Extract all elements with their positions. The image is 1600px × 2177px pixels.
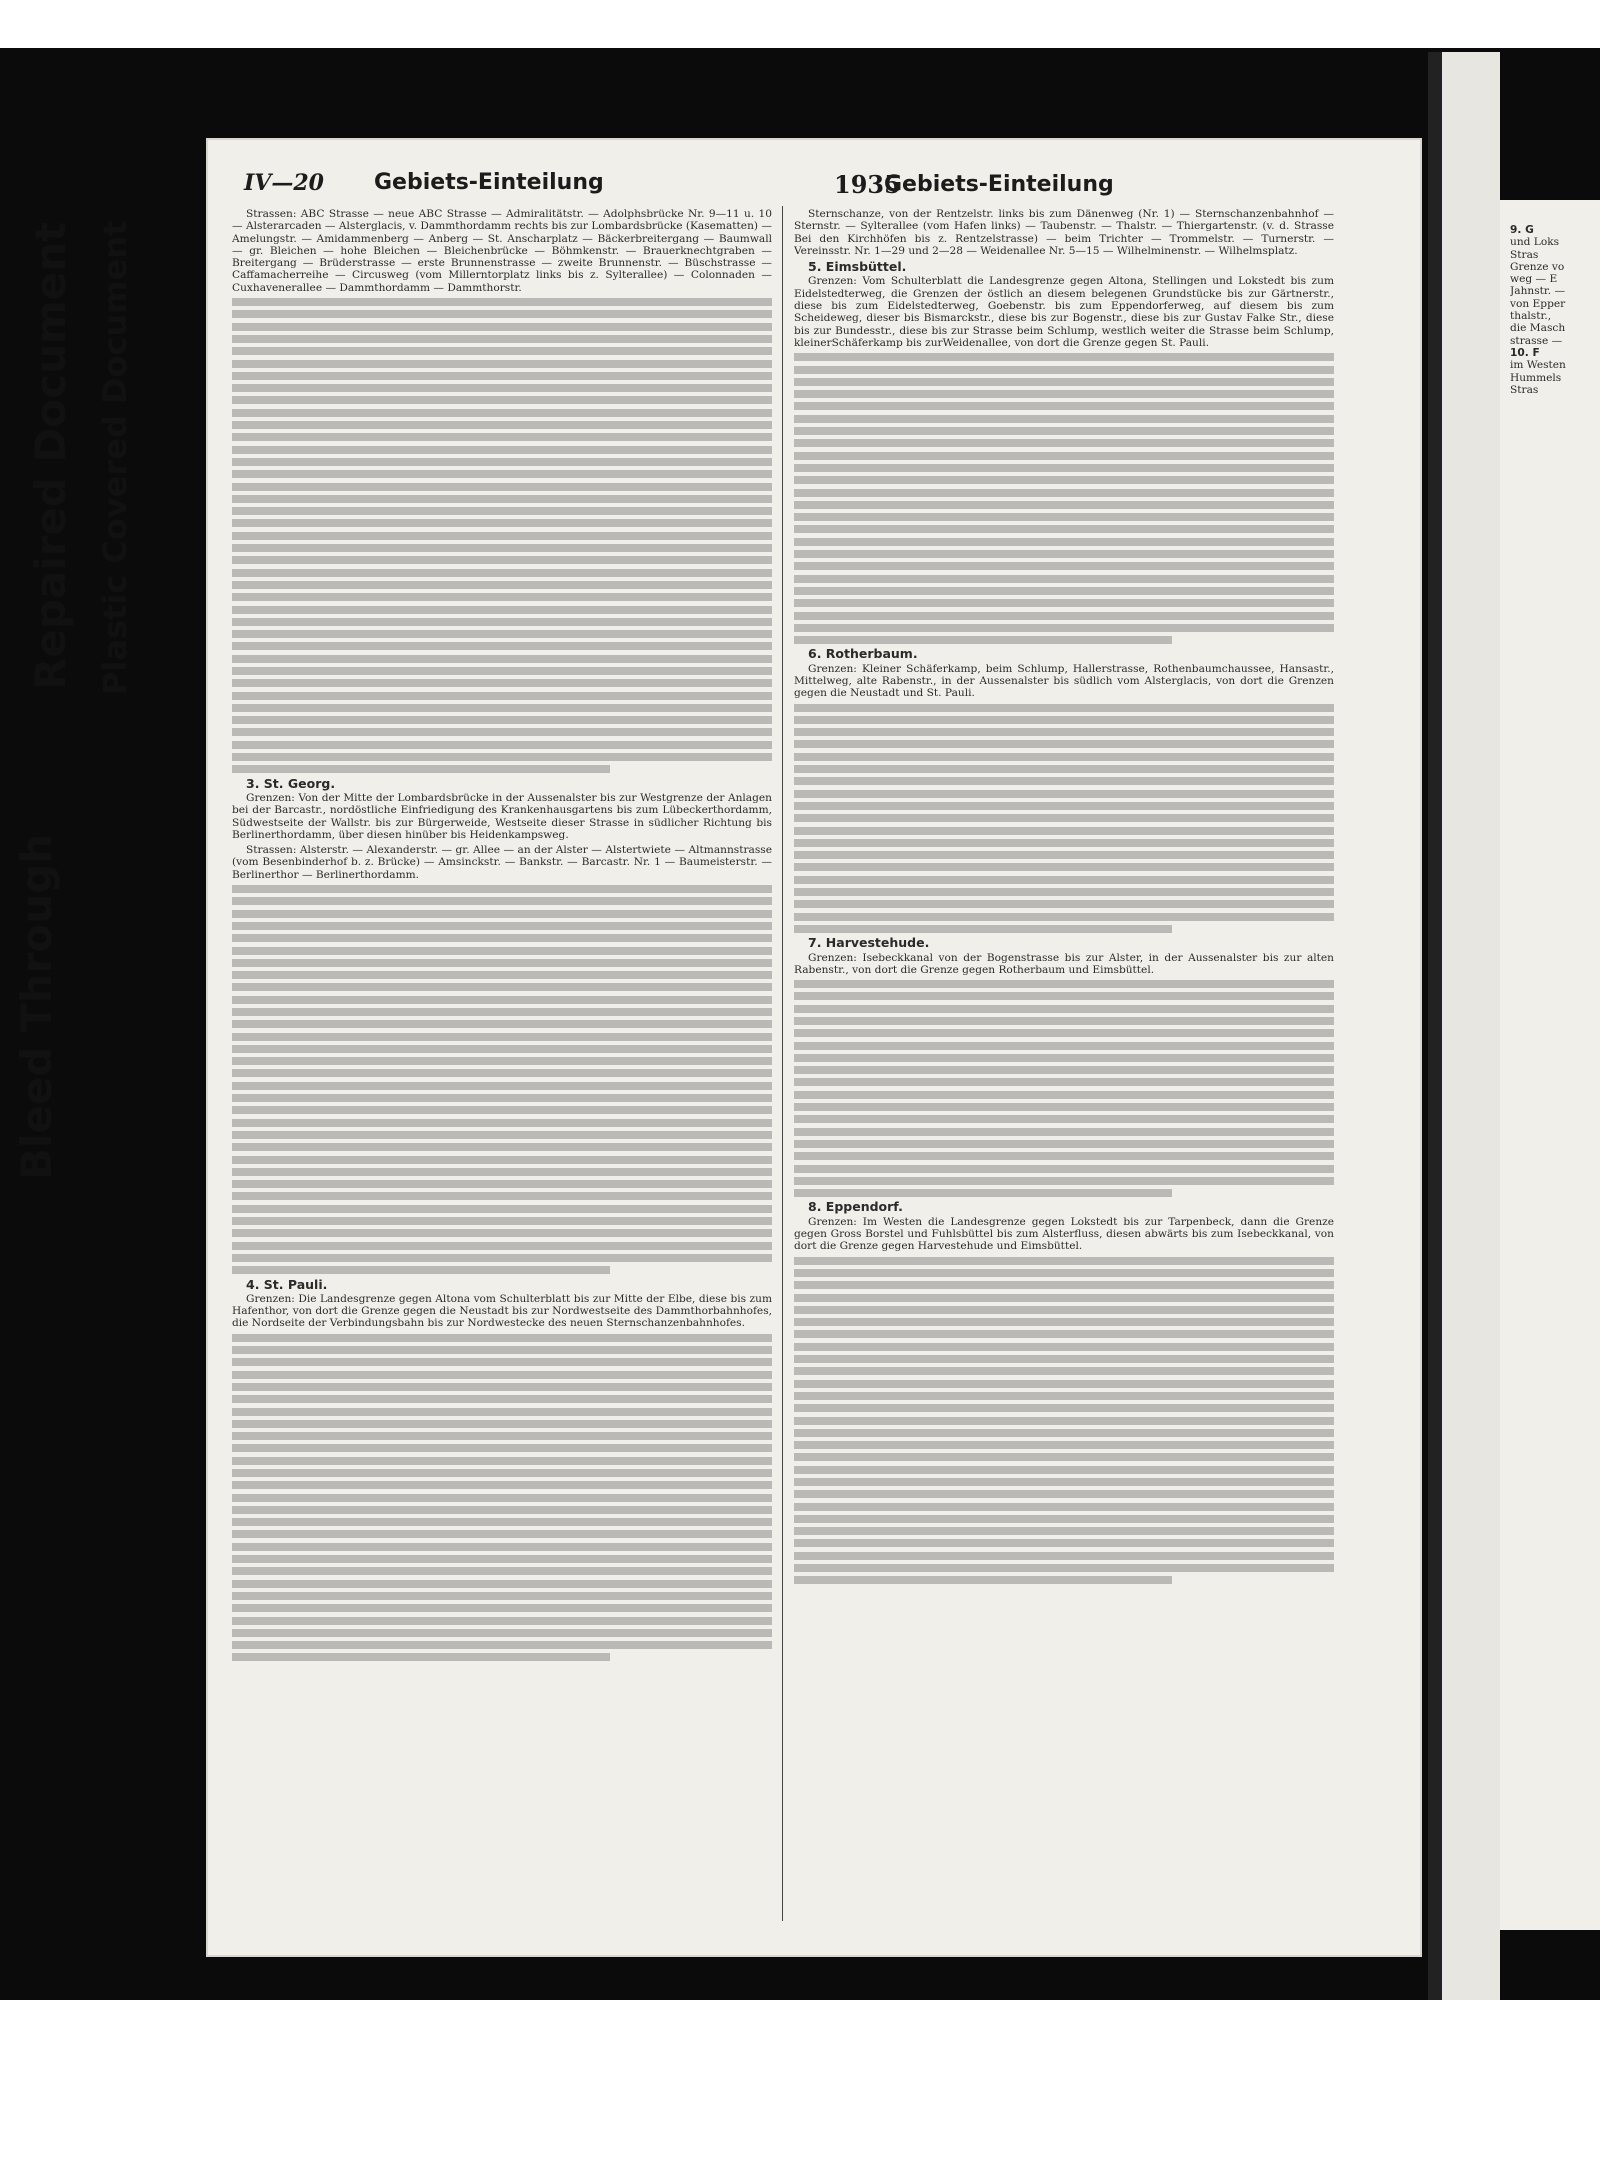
section-heading bbox=[794, 1201, 1334, 1213]
facing-line: und Loks bbox=[1510, 236, 1560, 249]
illegible-text-block bbox=[232, 298, 772, 773]
label-repaired-document: Repaired Document bbox=[26, 221, 75, 690]
illegible-text-block bbox=[794, 704, 1334, 933]
facing-line: weg — E bbox=[1510, 273, 1558, 286]
section-heading-text: 7. Harvestehude. bbox=[808, 935, 930, 951]
column-divider bbox=[782, 206, 783, 1921]
facing-page-text bbox=[1510, 224, 1600, 1904]
facing-line: strasse — bbox=[1510, 334, 1563, 347]
page-header bbox=[244, 170, 1394, 200]
document-page bbox=[208, 140, 1420, 1955]
facing-line: Grenze vo bbox=[1510, 260, 1565, 273]
paragraph: Sternschanze, von der Rentzelstr. links bis zum Dänenweg (Nr. 1) — Sternschanzenbahnhof — Sternstr. — Sylterallee (vom Hafen links) — Taubenstr. — Thalstr. — Thiergartenstr. (v. d. Strasse Bei den Kirchhöfen bis z. Rentzelstrasse) — beim Trichter — Trommelstr. — Turnerstr. — Vereinsstr. Nr. 1—29 und 2—28 — Weidenallee Nr. 5—15 — Wilhelminenstr. — Wilhelmsplatz. bbox=[794, 208, 1334, 257]
top-margin bbox=[0, 0, 1600, 48]
section-heading-text: 4. St. Pauli. bbox=[246, 1276, 328, 1292]
paragraph: Grenzen: Vom Schulterblatt die Landesgrenze gegen Altona, Stellingen und Lokstedt bis zum Eidelstedterweg, die Grenzen der östlich an diesem belegenen Grundstücke bis zur Gärtnerstr., diese bis zum Eidelstedterweg, Goebenstr. bis zum Eppendorferweg, auf diesem bis zum Scheideweg, dieser bis Bismarckstr., diese bis zur Bogenstr., diese bis zur Gustav Falke Str., diese bis zur Bundesstr., diese bis zur Strasse beim Schlump, westlich weiter die Strasse beim Schlump, kleinerSchäferkamp bis zurWeidenallee, von dort die Grenze gegen St. Pauli. bbox=[794, 275, 1334, 349]
paragraph: Grenzen: Kleiner Schäferkamp, beim Schlump, Hallerstrasse, Rothenbaumchaussee, Hansastr., Mittelweg, alte Rabenstr., in der Aussenalster bis südlich vom Alsterglacis, von dort die Grenzen gegen die Neustadt und St. Pauli. bbox=[794, 662, 1334, 700]
column-right bbox=[794, 208, 1334, 1918]
section-heading-text: 6. Rotherbaum. bbox=[808, 646, 918, 662]
header-title-right: Gebiets-Einteilung bbox=[884, 172, 1114, 197]
label-plastic-covered: Plastic Covered Document bbox=[96, 220, 134, 695]
page-number: IV—20 bbox=[244, 170, 324, 196]
facing-heading: 9. G bbox=[1510, 224, 1534, 236]
facing-line: Stras bbox=[1510, 248, 1539, 261]
paragraph: Grenzen: Die Landesgrenze gegen Altona vom Schulterblatt bis zur Mitte der Elbe, diese bis zum Hafenthor, von dort die Grenze gegen die Neustadt bis zur Nordwestseite des Dammthorbahnhofes, die Nordseite der Verbindungsbahn bis zur Nordwestecke des neuen Sternschanzenbahnhofes. bbox=[232, 1292, 772, 1330]
paragraph: Grenzen: Im Westen die Landesgrenze gegen Lokstedt bis zur Tarpenbeck, dann die Grenze gegen Gross Borstel und Fuhlsbüttel bis zum Alsterfluss, diesen abwärts bis zum Isebeckkanal, von dort die Grenze gegen Harvestehude und Eimsbüttel. bbox=[794, 1215, 1334, 1253]
section-heading bbox=[794, 937, 1334, 949]
book-spine bbox=[1442, 52, 1500, 2000]
section-heading bbox=[794, 261, 1334, 273]
facing-line: Stras bbox=[1510, 383, 1539, 396]
illegible-text-block bbox=[232, 885, 772, 1274]
paragraph: Strassen: ABC Strasse — neue ABC Strasse — Admiralitätstr. — Adolphsbrücke Nr. 9—11 u. 10 — Alsterarcaden — Alsterglacis, v. Dammthordamm rechts bis zur Lombardsbrücke (Kasematten) — Amelungstr. — Amidammenberg — Anberg — St. Anscharplatz — Bäckerbreitergang — Baumwall — gr. Bleichen — hohe Bleichen — Bleichenbrücke — Böhmkenstr. — Brauerknechtgraben — Breitergang — Brüderstrasse — erste Brunnenstrasse — zweite Brunnenstr. — Büschstrasse — Caffamacherreihe — Circusweg (vom Millerntorplatz links bis z. Sylterallee) — Colonnaden — Cuxhavenerallee — Dammthordamm — Dammthorstr. bbox=[232, 208, 772, 294]
paragraph: Grenzen: Von der Mitte der Lombardsbrücke in der Aussenalster bis zur Westgrenze der Anlagen bei der Barcastr., nordöstliche Einfriedigung des Krankenhausgartens bis zum Lübeckerthordamm, Südwestseite der Wallstr. bis zur Bürgerweide, Westseite dieser Strasse in südlicher Richtung bis Berlinerthordamm, über diesen hinüber bis Heidenkampsweg. bbox=[232, 791, 772, 841]
paragraph: Grenzen: Isebeckkanal von der Bogenstrasse bis zur Alster, in der Aussenalster bis zur alten Rabenstr., von dort die Grenze gegen Rotherbaum und Eimsbüttel. bbox=[794, 951, 1334, 976]
section-heading bbox=[232, 775, 772, 791]
illegible-text-block bbox=[794, 1257, 1334, 1585]
header-year: 1935 bbox=[834, 170, 901, 199]
section-heading-text: 3. St. Georg. bbox=[246, 775, 336, 791]
header-title-left: Gebiets-Einteilung bbox=[374, 170, 604, 195]
facing-line: thalstr., bbox=[1510, 310, 1552, 323]
section-heading bbox=[232, 1276, 772, 1292]
facing-line: im Westen bbox=[1510, 359, 1566, 372]
facing-line: die Masch bbox=[1510, 322, 1566, 335]
section-heading-text: 5. Eimsbüttel. bbox=[808, 259, 907, 275]
paragraph: Strassen: Alsterstr. — Alexanderstr. — gr. Allee — an der Alster — Alstertwiete — Altmannstrasse (vom Besenbinderhof b. z. Brücke) — Amsinckstr. — Bankstr. — Barcastr. Nr. 1 — Baumeisterstr. — Berlinerthor — Berlinerthordamm. bbox=[232, 844, 772, 881]
facing-line: Hummels bbox=[1510, 371, 1562, 384]
bottom-margin bbox=[0, 2000, 1600, 2177]
facing-heading: 10. F bbox=[1510, 346, 1540, 359]
facing-line: Jahnstr. — bbox=[1510, 285, 1566, 298]
illegible-text-block bbox=[794, 980, 1334, 1197]
column-left bbox=[232, 208, 772, 1918]
illegible-text-block bbox=[232, 1334, 772, 1662]
illegible-text-block bbox=[794, 353, 1334, 644]
facing-line: von Epper bbox=[1510, 297, 1566, 310]
label-bleed-through: Bleed Through bbox=[12, 833, 61, 1180]
page-edge-shadow bbox=[1428, 52, 1442, 2000]
section-heading-text: 8. Eppendorf. bbox=[808, 1199, 903, 1215]
section-heading bbox=[794, 648, 1334, 660]
